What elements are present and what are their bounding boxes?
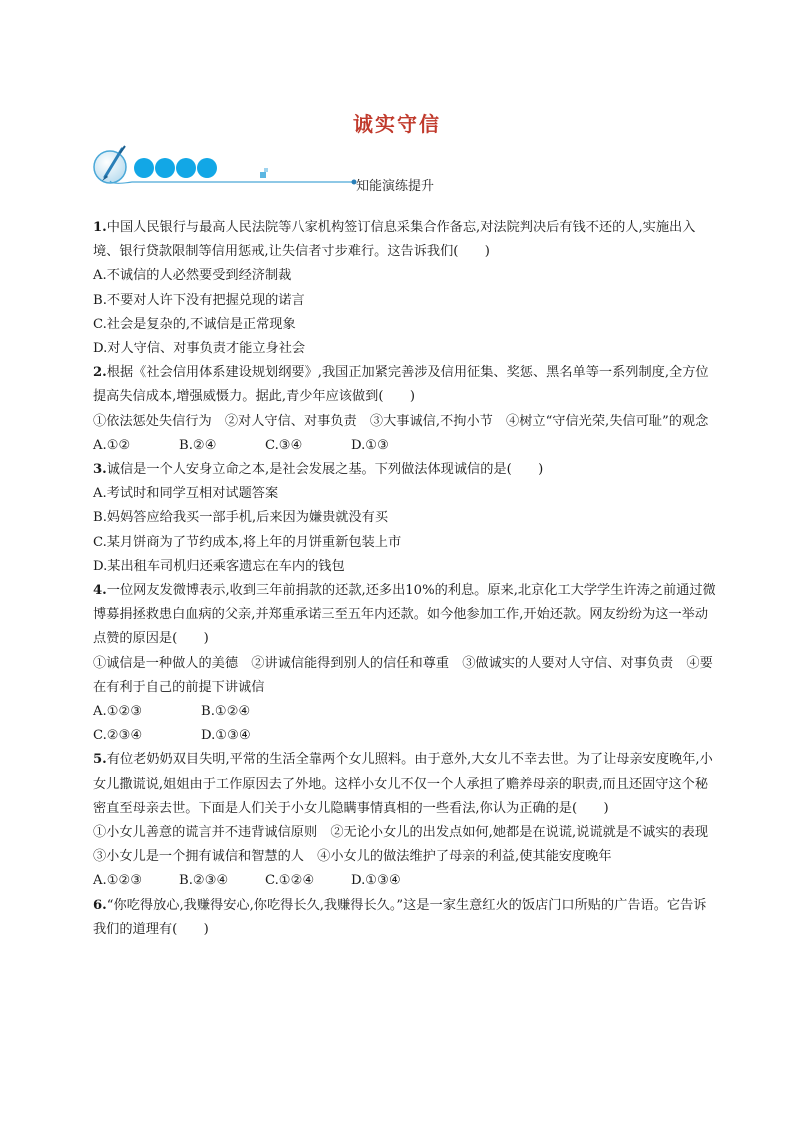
question-number: 2. xyxy=(93,365,107,381)
option-c: C.社会是复杂的,不诚信是正常现象 xyxy=(93,316,296,332)
options-row xyxy=(93,434,717,458)
question-number: 5. xyxy=(93,752,107,768)
options-row xyxy=(93,700,717,724)
question-number: 4. xyxy=(93,583,107,599)
options-row xyxy=(93,724,717,748)
section-label: 知能演练提升 xyxy=(356,179,435,194)
option-a: A.考试时和同学互相对试题答案 xyxy=(93,486,279,502)
option-c: C.①②④ xyxy=(265,873,315,889)
option-a: A.不诚信的人必然要受到经济制裁 xyxy=(93,268,292,284)
option-d: D.①③ xyxy=(351,437,389,453)
question-1 xyxy=(93,216,717,361)
page-title: 诚实守信 xyxy=(353,112,441,136)
statements: ①依法惩处失信行为 ②对人守信、对事负责 ③大事诚信,不拘小节 ④树立“守信光荣,失信可耻”的观念 xyxy=(93,413,709,429)
question-stem: 1.中国人民银行与最高人民法院等八家机构签订信息采集合作备忘,对法院判决后有钱不还的人,实施出入境、银行贷款限制等信用惩戒,让失信者寸步难行。这告诉我们( ) xyxy=(93,220,696,260)
question-3 xyxy=(93,458,717,579)
option-b: B.不要对人许下没有把握兑现的诺言 xyxy=(93,292,305,308)
option-c: C.②③④ xyxy=(93,728,143,744)
question-stem: 3.诚信是一个人安身立命之本,是社会发展之基。下列做法体现诚信的是( ) xyxy=(93,462,544,478)
question-2 xyxy=(93,361,717,458)
option-b: B.①②④ xyxy=(201,704,251,720)
statements: ①小女儿善意的谎言并不违背诚信原则 ②无论小女儿的出发点如何,她都是在说谎,说谎就是不诚实的表现 ③小女儿是一个拥有诚信和智慧的人 ④小女儿的做法维护了母亲的利益,使其能安度晚年 xyxy=(93,825,722,865)
question-number: 3. xyxy=(93,462,107,478)
option-d: D.某出租车司机归还乘客遗忘在车内的钱包 xyxy=(93,558,345,574)
question-stem: 6.“你吃得放心,我赚得安心,你吃得长久,我赚得长久。”这是一家生意红火的饭店门口所贴的广告语。它告诉我们的道理有( ) xyxy=(93,897,707,937)
option-c: C.③④ xyxy=(265,437,303,453)
options-row xyxy=(93,869,717,893)
question-4 xyxy=(93,579,717,748)
option-b: B.②③④ xyxy=(179,873,229,889)
option-b: B.②④ xyxy=(179,437,217,453)
option-a: A.①② xyxy=(93,437,131,453)
question-number: 6. xyxy=(93,897,107,913)
option-a: A.①②③ xyxy=(93,873,143,889)
question-list xyxy=(93,216,722,942)
option-a: A.①②③ xyxy=(93,704,143,720)
question-stem: 5.有位老奶奶双目失明,平常的生活全靠两个女儿照料。由于意外,大女儿不幸去世。为了让母亲安度晚年,小女儿撒谎说,姐姐由于工作原因去了外地。这样小女儿不仅一个人承担了赡养母亲的职责,而且还固守这个秘密直至母亲去世。下面是人们关于小女儿隐瞒事情真相的一些看法,你认为正确的是( ) xyxy=(93,752,713,816)
statements: ①诚信是一种做人的美德 ②讲诚信能得到别人的信任和尊重 ③做诚实的人要对人守信、对事负责 ④要在有利于自己的前提下讲诚信 xyxy=(93,655,713,695)
option-d: D.对人守信、对事负责才能立身社会 xyxy=(93,341,306,357)
option-c: C.某月饼商为了节约成本,将上年的月饼重新包装上市 xyxy=(93,534,402,550)
option-b: B.妈妈答应给我买一部手机,后来因为嫌贵就没有买 xyxy=(93,510,389,526)
question-5 xyxy=(93,748,722,893)
option-d: D.①③④ xyxy=(201,728,251,744)
question-number: 1. xyxy=(93,220,107,235)
question-6 xyxy=(93,894,717,942)
question-stem: 2.根据《社会信用体系建设规划纲要》,我国正加紧完善涉及信用征集、奖惩、黑名单等一系列制度,全方位提高失信成本,增强威慑力。据此,青少年应该做到( ) xyxy=(93,365,709,405)
pen-brush-icon xyxy=(94,146,126,183)
option-d: D.①③④ xyxy=(351,873,401,889)
question-stem: 4.一位网友发微博表示,收到三年前捐款的还款,还多出10%的利息。原来,北京化工大学学生许涛之前通过微博募捐拯救患白血病的父亲,并郑重承诺三至五年内还款。如今他参加工作,开始还款。网友纷纷为这一举动点赞的原因是( ) xyxy=(93,583,716,647)
